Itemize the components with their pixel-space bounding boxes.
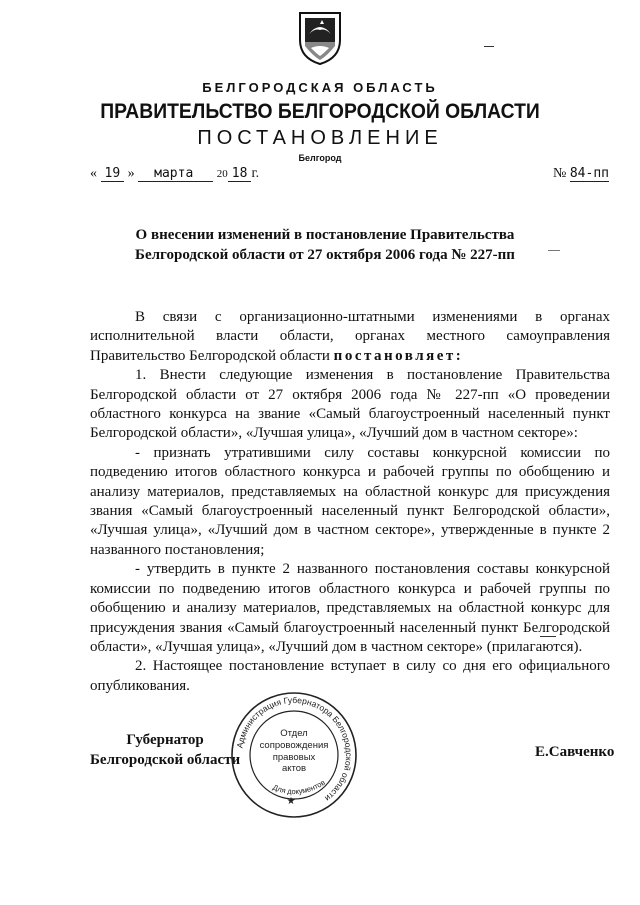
stamp-center-line-2: сопровождения <box>259 740 329 751</box>
scan-mark <box>540 636 556 637</box>
intro-text: В связи с организационно-штатными изменениями в органах исполнительной власти области, органах местного самоуправления Правительство Белгородской области <box>90 309 610 364</box>
number-prefix: № <box>553 166 567 181</box>
signatory-title-line-1: Губернатор <box>126 732 204 748</box>
date-month: марта <box>138 166 213 182</box>
government-name: ПРАВИТЕЛЬСТВО БЕЛГОРОДСКОЙ ОБЛАСТИ <box>100 100 540 123</box>
intro-paragraph <box>90 308 610 366</box>
coat-of-arms-icon <box>297 10 343 66</box>
stamp-star-icon: ★ <box>286 796 296 807</box>
stamp-ring-text: Администрация Губернатора Белгородской области <box>234 694 355 804</box>
date-open-quote: « <box>90 166 97 181</box>
scan-mark <box>548 250 560 251</box>
date-year-suffix: 18 <box>228 166 252 182</box>
date-close-quote: » <box>127 166 135 181</box>
document-subject <box>90 225 560 265</box>
subject-line-2: Белгородской области от 27 октября 2006 года № 227-пп <box>135 247 515 263</box>
document-number <box>553 166 609 182</box>
document-date <box>90 166 259 182</box>
subject-line-1: О внесении изменений в постановление Правительства <box>135 227 515 243</box>
stamp-center-line-1: Отдел <box>280 728 308 739</box>
document-type: ПОСТАНОВЛЕНИЕ <box>197 127 443 149</box>
date-year-prefix: 20 <box>216 168 228 180</box>
document-body <box>90 308 610 696</box>
stamp-center-line-3: правовых <box>272 752 316 763</box>
stamp-center-line-4: актов <box>281 763 307 774</box>
signatory-title <box>90 730 240 770</box>
date-year-abbr: г. <box>251 166 260 181</box>
city-name: Белгород <box>298 153 342 163</box>
item-2: 2. Настоящее постановление вступает в силу со дня его официального опубликования. <box>90 658 610 694</box>
region-name: БЕЛГОРОДСКАЯ ОБЛАСТЬ <box>202 80 438 95</box>
official-stamp <box>229 690 359 820</box>
signatory-name: Е.Савченко <box>535 744 615 760</box>
item-1a: - признать утратившими силу составы конкурсной комиссии по подведению итогов областного конкурса и рабочей группы по обобщению и анализу материалов, представляемых на областной конкурс для присуждения звания «Самый благоустроенный населенный пункт Белгородской области», «Лучшая улица», «Лучший дом в частном секторе», утвержденные в пункте 2 названного постановления; <box>90 444 610 558</box>
date-day: 19 <box>101 166 125 182</box>
scan-mark <box>484 46 494 47</box>
item-1: 1. Внести следующие изменения в постановление Правительства Белгородской области от 27 октября 2006 года № 227-пп «О проведении областного конкурса на звание «Самый благоустроенный населенный пункт Белгородской области», «Лучшая улица», «Лучший дом в частном секторе»: <box>90 367 610 442</box>
stamp-bottom-text: Для документов <box>271 777 327 797</box>
signatory-title-line-2: Белгородской области <box>90 752 241 768</box>
number-value: 84-пп <box>569 166 609 181</box>
resolves-word: постановляет: <box>333 347 464 364</box>
item-1b: - утвердить в пункте 2 названного постановления составы конкурсной комиссии по подведению итогов областного конкурса и рабочей группы по обобщению и анализу материалов, представляемых на областной конкурс для присуждения звания «Самый благоустроенный населенный пункт Белгородской области», «Лучшая улица», «Лучший дом в частном секторе» (прилагаются). <box>90 561 610 655</box>
